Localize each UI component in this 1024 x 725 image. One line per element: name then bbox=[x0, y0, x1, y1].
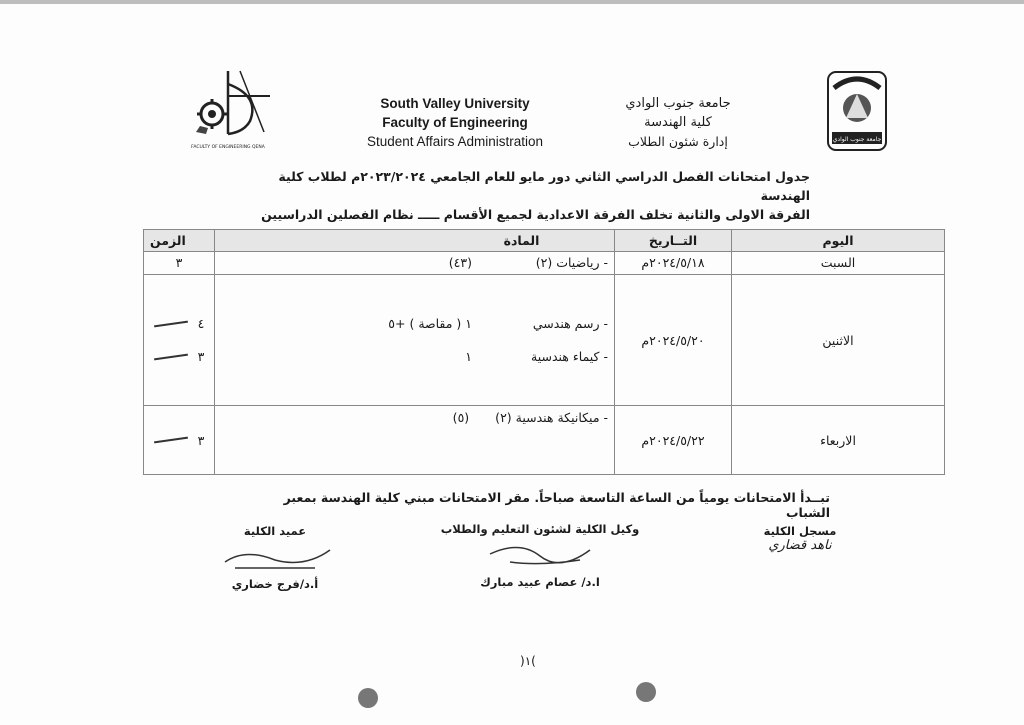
dean-name: أ.د/فرج خضاري bbox=[231, 577, 319, 591]
header-subject: المادة bbox=[215, 230, 615, 252]
row-day: الاثنين bbox=[732, 275, 945, 406]
row-time bbox=[144, 275, 215, 406]
university-name-ar: جامعة جنوب الوادي bbox=[625, 96, 731, 111]
subject-note: (٤٣) bbox=[448, 255, 472, 271]
row-subject bbox=[215, 251, 615, 275]
department-name-en: Student Affairs Administration bbox=[366, 134, 544, 149]
subject-note: ١ bbox=[465, 349, 472, 365]
page-number: )١( bbox=[520, 654, 536, 668]
faculty-engineering-logo bbox=[178, 66, 278, 151]
handwritten-mark bbox=[154, 353, 188, 360]
time-value: ٣ bbox=[197, 349, 205, 365]
row-date: ٢٠٢٤/٥/٢٢م bbox=[615, 406, 732, 475]
subject-name: - ميكانيكة هندسية (٢) bbox=[495, 410, 608, 426]
seal-caption: جامعة جنوب الوادي bbox=[832, 136, 882, 143]
registrar-title: مسجل الكلية bbox=[763, 524, 837, 538]
row-time bbox=[144, 406, 215, 475]
vice-dean-title: وكيل الكلية لشئون التعليم والطلاب bbox=[440, 522, 640, 536]
subject-name: - كيماء هندسية bbox=[531, 349, 608, 365]
header-day: اليوم bbox=[732, 230, 945, 252]
handwritten-mark bbox=[154, 437, 188, 444]
vice-dean-name: ا.د/ عصام عبيد مبارك bbox=[480, 575, 600, 589]
faculty-name-ar: كلية الهندسة bbox=[644, 115, 712, 130]
punch-hole bbox=[636, 682, 656, 702]
row-subject bbox=[215, 275, 615, 406]
dean-title: عميد الكلية bbox=[243, 524, 307, 538]
header-date: التــاريخ bbox=[615, 230, 732, 252]
department-name-ar: إدارة شئون الطلاب bbox=[628, 134, 728, 149]
table-row bbox=[144, 406, 945, 475]
row-subject bbox=[215, 406, 615, 475]
faculty-name-en: Faculty of Engineering bbox=[382, 115, 528, 130]
subject-name: - رسم هندسي bbox=[532, 316, 608, 332]
time-value: ٤ bbox=[197, 316, 205, 332]
handwritten-mark bbox=[154, 320, 188, 327]
university-seal bbox=[826, 70, 888, 152]
document-title bbox=[250, 167, 810, 224]
vice-dean-signature bbox=[440, 522, 640, 589]
subject-note: (٥) bbox=[452, 410, 470, 426]
registrar-name: ناهد قضاري bbox=[768, 538, 832, 553]
exam-note: تبــدأ الامتحانات يومياً من الساعة التاسعة صباحاً. مقر الامتحانات مبني كلية الهندسة بمعبر الشباب bbox=[283, 490, 830, 520]
row-day: السبت bbox=[732, 251, 945, 275]
english-header bbox=[350, 94, 560, 151]
subject-name: - رياضيات (٢) bbox=[535, 255, 608, 271]
row-day: الاربعاء bbox=[732, 406, 945, 475]
arabic-header bbox=[608, 94, 748, 151]
table-row bbox=[144, 275, 945, 406]
row-date: ٢٠٢٤/٥/٢٠م bbox=[615, 275, 732, 406]
punch-hole bbox=[358, 688, 378, 708]
row-time: ٣ bbox=[144, 251, 215, 275]
row-date: ٢٠٢٤/٥/١٨م bbox=[615, 251, 732, 275]
title-line-2: الفرقة الاولى والثانية تخلف الفرقة الاعدادية لجميع الأقسام ـــــ نظام الفصلين الدراسيين bbox=[261, 207, 810, 222]
logo-caption: FACULTY OF ENGINEERING QENA bbox=[191, 145, 265, 150]
table-row bbox=[144, 251, 945, 275]
dean-signature-scribble bbox=[215, 538, 335, 574]
university-name-en: South Valley University bbox=[380, 96, 530, 111]
vice-dean-signature-scribble bbox=[480, 536, 600, 572]
table-header-row bbox=[144, 230, 945, 252]
dean-signature bbox=[210, 524, 340, 591]
registrar-signature bbox=[760, 524, 840, 553]
title-line-1: جدول امتحانات الفصل الدراسي الثاني دور مايو للعام الجامعي ٢٠٢٣/٢٠٢٤م لطلاب كلية الهندسة bbox=[278, 169, 810, 203]
header-time: الزمن bbox=[144, 230, 215, 252]
subject-note: ١ ( مقاصة ) +٥ bbox=[388, 316, 472, 332]
time-value: ٣ bbox=[197, 432, 205, 448]
exam-schedule-table bbox=[143, 229, 945, 475]
